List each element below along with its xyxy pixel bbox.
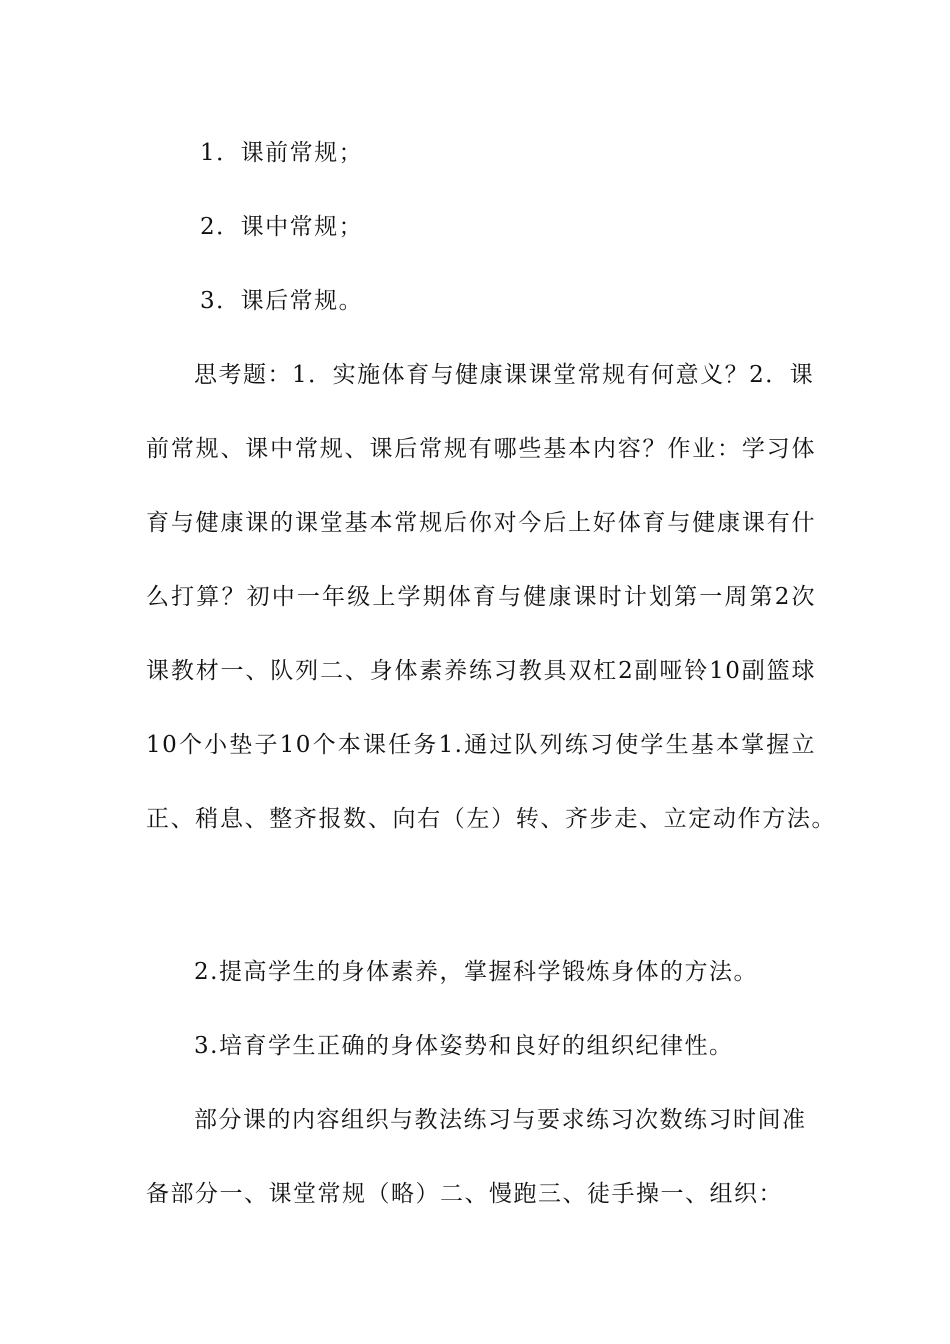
- paragraph2-line-1: 部分课的内容组织与教法练习与要求练习次数练习时间准: [194, 1107, 807, 1133]
- task-2: 2.提高学生的身体素养，掌握科学锻炼身体的方法。: [194, 959, 758, 985]
- list-item-1: 1．课前常规；: [200, 140, 364, 166]
- task-3: 3.培育学生正确的身体姿势和良好的组织纪律性。: [194, 1033, 734, 1059]
- paragraph1-line-5: 课教材一、队列二、身体素养练习教具双杠2副哑铃10副篮球: [146, 658, 816, 684]
- paragraph1-line-3: 育与健康课的课堂基本常规后你对今后上好体育与健康课有什: [146, 510, 816, 536]
- paragraph1-line-1: 思考题：1．实施体育与健康课课堂常规有何意义？2．课: [194, 362, 815, 388]
- paragraph1-line-6: 10个小垫子10个本课任务1.通过队列练习使学生基本掌握立: [146, 732, 816, 758]
- paragraph1-line-7: 正、稍息、整齐报数、向右（左）转、齐步走、立定动作方法。: [146, 806, 836, 832]
- paragraph1-line-2: 前常规、课中常规、课后常规有哪些基本内容？作业：学习体: [146, 436, 816, 462]
- paragraph1-line-4: 么打算？初中一年级上学期体育与健康课时计划第一周第2次: [146, 584, 816, 610]
- list-item-2: 2．课中常规；: [200, 214, 364, 240]
- paragraph2-line-2: 备部分一、课堂常规（略）二、慢跑三、徒手操一、组织：: [146, 1181, 783, 1207]
- list-item-3: 3．课后常规。: [200, 288, 364, 314]
